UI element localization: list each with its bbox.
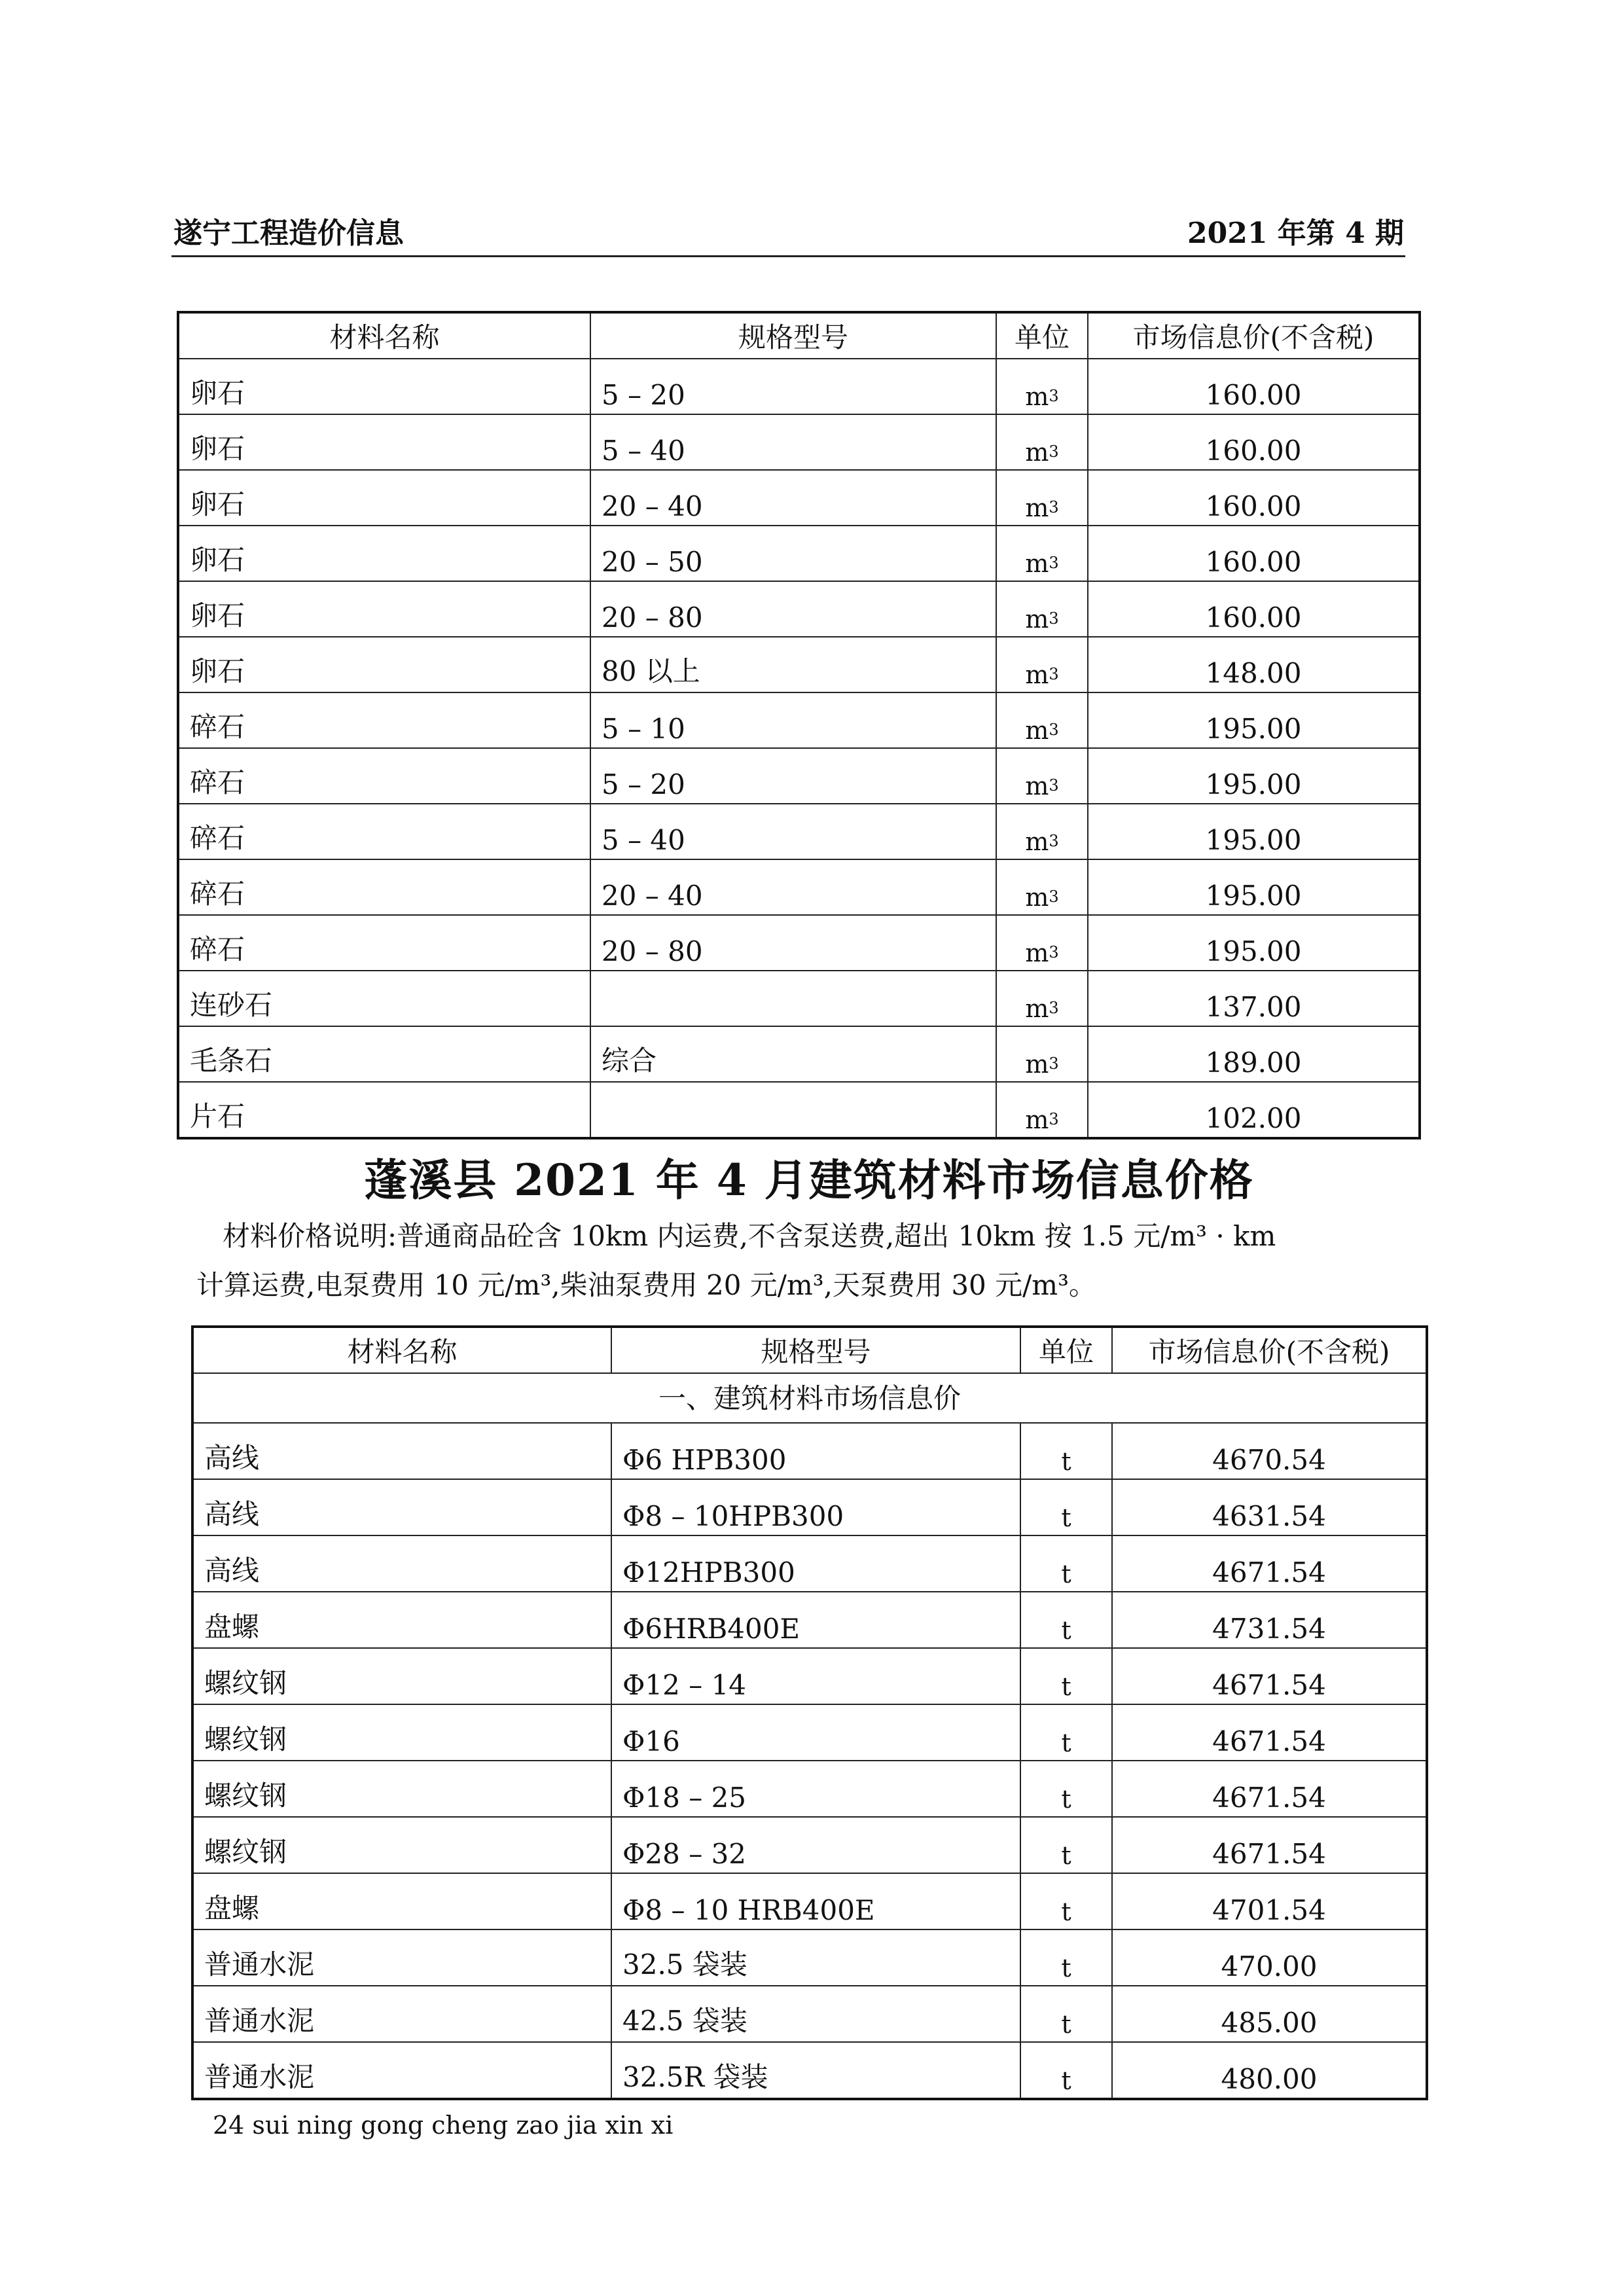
cell-price (1112, 1648, 1427, 1704)
cell-price (1112, 1423, 1427, 1479)
cell-spec (611, 1704, 1020, 1761)
section-label: 一、建筑材料市场信息价 (192, 1373, 1427, 1423)
issue-number: 2021 年第 4 期 (1187, 217, 1404, 250)
cell-price (1112, 1704, 1427, 1761)
table-row (192, 1535, 1427, 1592)
cell-name-text: 螺纹钢 (204, 1667, 287, 1699)
table-row (178, 859, 1420, 915)
cell-unit (1020, 1986, 1112, 2042)
cell-price-text: 189.00 (1205, 1047, 1302, 1079)
cell-name-text: 连砂石 (190, 989, 273, 1021)
cell-price-text: 4731.54 (1212, 1613, 1326, 1645)
cell-spec-text: 80 以上 (602, 655, 700, 687)
cell-name-text: 普通水泥 (204, 2005, 315, 2037)
cell-name (178, 414, 590, 470)
cell-price-text: 160.00 (1205, 490, 1302, 522)
cell-unit-text: m (1025, 827, 1049, 856)
cell-spec (590, 859, 996, 915)
cell-spec (590, 359, 996, 414)
price-note-line-1: 材料价格说明:普通商品砼含 10km 内运费,不含泵送费,超出 10km 按 1.5 元/m³ · km (223, 1220, 1276, 1252)
table-row (192, 1423, 1427, 1479)
cell-name (192, 1648, 611, 1704)
column-header-price: 市场信息价(不含税) (1088, 312, 1420, 359)
cell-name-text: 螺纹钢 (204, 1723, 287, 1755)
table-row (192, 1648, 1427, 1704)
column-header-spec: 规格型号 (590, 312, 996, 359)
cell-price-text: 4671.54 (1212, 1838, 1326, 1870)
cell-price (1112, 1986, 1427, 2042)
cell-spec-text: Φ8 – 10 HRB400E (622, 1894, 875, 1926)
page-footer: 24 sui ning gong cheng zao jia xin xi (213, 2111, 674, 2140)
cell-spec (590, 526, 996, 581)
cell-price-text: 195.00 (1205, 768, 1302, 800)
cell-unit (1020, 1592, 1112, 1648)
cell-name-text: 高线 (204, 1498, 260, 1530)
cell-unit (996, 470, 1088, 526)
cell-unit-text: m (1025, 493, 1049, 522)
column-header-name: 材料名称 (178, 312, 590, 359)
table-row (178, 1026, 1420, 1082)
cell-name (192, 1535, 611, 1592)
cell-price-text: 160.00 (1205, 601, 1302, 634)
cell-name (192, 1817, 611, 1873)
cell-name (192, 2042, 611, 2099)
cell-price-text: 4671.54 (1212, 1782, 1326, 1814)
cell-name (192, 1479, 611, 1535)
cubic-exponent: 3 (1049, 888, 1059, 906)
cell-unit-text: m (1025, 1050, 1049, 1079)
cell-spec-text: Φ12 – 14 (622, 1669, 747, 1701)
cell-name-text: 盘螺 (204, 1892, 260, 1924)
cell-name-text: 片石 (190, 1100, 245, 1132)
table-row (192, 1817, 1427, 1873)
cell-price-text: 4671.54 (1212, 1556, 1326, 1588)
cell-spec-text: 综合 (602, 1045, 657, 1077)
cell-price (1088, 637, 1420, 692)
cell-name (178, 1026, 590, 1082)
cell-spec-text: 5 – 40 (602, 824, 685, 856)
table-row (178, 804, 1420, 859)
cell-name (178, 971, 590, 1026)
cell-name (192, 1761, 611, 1817)
cell-price-text: 160.00 (1205, 435, 1302, 467)
cell-name (192, 1986, 611, 2042)
table-row (192, 1986, 1427, 2042)
cell-price (1088, 748, 1420, 804)
cubic-exponent: 3 (1049, 442, 1059, 461)
table-row (178, 692, 1420, 748)
table-row (178, 637, 1420, 692)
cell-spec-text: Φ16 (622, 1725, 680, 1757)
cell-unit-text: m (1025, 549, 1049, 578)
cell-unit (996, 581, 1088, 637)
cell-spec (611, 1648, 1020, 1704)
cell-price (1112, 1592, 1427, 1648)
cell-spec (590, 1026, 996, 1082)
cell-spec (611, 1873, 1020, 1929)
cell-name (178, 804, 590, 859)
cell-price-text: 4631.54 (1212, 1500, 1326, 1532)
cell-unit (996, 637, 1088, 692)
cell-unit-text: t (1061, 1954, 1071, 1982)
price-note-line-2: 计算运费,电泵费用 10 元/m³,柴油泵费用 20 元/m³,天泵费用 30 元/m³。 (196, 1269, 1096, 1301)
cell-price (1112, 1761, 1427, 1817)
cubic-exponent: 3 (1049, 1054, 1059, 1073)
section-title: 蓬溪县 2021 年 4 月建筑材料市场信息价格 (364, 1155, 1254, 1206)
table-row (192, 1704, 1427, 1761)
cell-spec-text: 20 – 50 (602, 546, 703, 578)
cell-unit (1020, 2042, 1112, 2099)
cell-price (1088, 915, 1420, 971)
cell-name-text: 螺纹钢 (204, 1836, 287, 1868)
cell-unit (996, 748, 1088, 804)
cell-unit-text: t (1061, 1672, 1071, 1701)
cell-price (1112, 1873, 1427, 1929)
cell-price (1112, 1535, 1427, 1592)
cell-unit-text: t (1061, 2010, 1071, 2039)
table-header-row (178, 312, 1420, 359)
table-row (192, 1873, 1427, 1929)
cell-unit (1020, 1873, 1112, 1929)
cell-name-text: 普通水泥 (204, 1948, 315, 1981)
cell-unit (996, 526, 1088, 581)
cell-unit (1020, 1761, 1112, 1817)
table-row (178, 581, 1420, 637)
cell-price (1088, 692, 1420, 748)
cell-name (192, 1929, 611, 1986)
cell-spec (590, 804, 996, 859)
cell-unit-text: t (1061, 1447, 1071, 1476)
cell-name-text: 碎石 (190, 822, 245, 854)
cell-price-text: 485.00 (1221, 2007, 1318, 2039)
cell-price (1088, 1082, 1420, 1138)
cell-price (1088, 470, 1420, 526)
cell-price-text: 4701.54 (1212, 1894, 1326, 1926)
cell-unit-text: m (1025, 382, 1049, 411)
cell-unit-text: t (1061, 1560, 1071, 1588)
cell-price (1088, 581, 1420, 637)
cell-unit (1020, 1535, 1112, 1592)
cell-price (1088, 414, 1420, 470)
cell-spec-text: 5 – 10 (602, 713, 685, 745)
cell-name (178, 470, 590, 526)
column-header-unit: 单位 (996, 312, 1088, 359)
table-row (192, 1929, 1427, 1986)
cell-name-text: 卵石 (190, 600, 245, 632)
column-header-unit: 单位 (1020, 1327, 1112, 1373)
table-body (192, 1373, 1427, 2099)
cell-spec-text: 20 – 80 (602, 935, 703, 967)
cell-price-text: 4670.54 (1212, 1444, 1326, 1476)
cell-spec-text: 42.5 袋装 (622, 2005, 747, 2037)
cell-name (192, 1592, 611, 1648)
cell-unit (1020, 1929, 1112, 1986)
cell-unit-text: m (1025, 660, 1049, 689)
cell-spec-text: 5 – 40 (602, 435, 685, 467)
cell-spec (590, 915, 996, 971)
cell-unit (996, 971, 1088, 1026)
cell-price (1112, 1817, 1427, 1873)
cell-name-text: 高线 (204, 1442, 260, 1474)
cell-spec (611, 1479, 1020, 1535)
cubic-exponent: 3 (1049, 943, 1059, 961)
cell-spec-text: Φ12HPB300 (622, 1556, 795, 1588)
cubic-exponent: 3 (1049, 665, 1059, 683)
cell-price (1088, 859, 1420, 915)
cell-unit (1020, 1479, 1112, 1535)
cell-unit (1020, 1648, 1112, 1704)
cell-price-text: 160.00 (1205, 379, 1302, 411)
cell-price (1088, 359, 1420, 414)
cell-name-text: 卵石 (190, 544, 245, 576)
cell-name (178, 526, 590, 581)
cell-unit-text: m (1025, 994, 1049, 1023)
cell-spec-text: Φ6 HPB300 (622, 1444, 787, 1476)
cell-name-text: 高线 (204, 1554, 260, 1587)
cubic-exponent: 3 (1049, 832, 1059, 850)
cell-spec-text: 20 – 40 (602, 490, 703, 522)
table-row (178, 915, 1420, 971)
cell-spec-text: 32.5R 袋装 (622, 2061, 768, 2093)
cell-price (1088, 1026, 1420, 1082)
cell-price-text: 195.00 (1205, 824, 1302, 856)
table-header-row (192, 1327, 1427, 1373)
cell-name (192, 1873, 611, 1929)
cell-name (178, 581, 590, 637)
cell-unit-text: m (1025, 939, 1049, 967)
cell-name-text: 卵石 (190, 488, 245, 520)
cell-name-text: 盘螺 (204, 1611, 260, 1643)
cell-unit (996, 1082, 1088, 1138)
cell-name-text: 碎石 (190, 878, 245, 910)
cell-spec (590, 971, 996, 1026)
cell-spec (611, 1535, 1020, 1592)
page-header (173, 209, 1404, 249)
cubic-exponent: 3 (1049, 1110, 1059, 1128)
cell-spec (590, 581, 996, 637)
cell-unit (1020, 1704, 1112, 1761)
cell-name-text: 螺纹钢 (204, 1780, 287, 1812)
cell-spec (611, 1817, 1020, 1873)
cell-spec (590, 637, 996, 692)
cell-unit-text: t (1061, 1785, 1071, 1814)
cell-spec (611, 2042, 1020, 2099)
cell-unit-text: t (1061, 1729, 1071, 1757)
cell-spec-text: 5 – 20 (602, 379, 685, 411)
header-rule (171, 255, 1405, 257)
cell-unit (996, 915, 1088, 971)
cell-name-text: 碎石 (190, 711, 245, 743)
cell-unit-text: t (1061, 2066, 1071, 2095)
cell-unit (996, 804, 1088, 859)
table-row (192, 1592, 1427, 1648)
column-header-spec: 规格型号 (611, 1327, 1020, 1373)
table-body (178, 359, 1420, 1138)
cell-price (1112, 1479, 1427, 1535)
cell-price (1088, 526, 1420, 581)
cell-name (178, 859, 590, 915)
cell-unit (996, 859, 1088, 915)
table-row (178, 526, 1420, 581)
cell-price-text: 148.00 (1205, 657, 1302, 689)
cell-name-text: 普通水泥 (204, 2061, 315, 2093)
cell-unit-text: m (1025, 1105, 1049, 1134)
table-row (178, 359, 1420, 414)
cubic-exponent: 3 (1049, 609, 1059, 628)
cell-price (1088, 971, 1420, 1026)
cubic-exponent: 3 (1049, 999, 1059, 1017)
cell-unit (996, 414, 1088, 470)
cell-spec-text: 20 – 80 (602, 601, 703, 634)
column-header-price: 市场信息价(不含税) (1112, 1327, 1427, 1373)
table-row (178, 748, 1420, 804)
cell-spec-text: 20 – 40 (602, 880, 703, 912)
table-row (192, 1761, 1427, 1817)
cell-unit-text: t (1061, 1503, 1071, 1532)
table-row (178, 1082, 1420, 1138)
cell-price-text: 195.00 (1205, 713, 1302, 745)
cell-price-text: 480.00 (1221, 2063, 1318, 2095)
cell-unit-text: m (1025, 605, 1049, 634)
cell-spec-text: Φ18 – 25 (622, 1782, 747, 1814)
cell-spec (611, 1761, 1020, 1817)
publication-title: 遂宁工程造价信息 (173, 217, 404, 250)
cell-unit (996, 692, 1088, 748)
price-table-materials (191, 1325, 1428, 2100)
cell-price-text: 137.00 (1205, 991, 1302, 1023)
cell-name (178, 915, 590, 971)
cell-spec-text: Φ6HRB400E (622, 1613, 800, 1645)
cell-name (192, 1704, 611, 1761)
cell-name-text: 卵石 (190, 655, 245, 687)
cell-unit-text: m (1025, 772, 1049, 800)
cell-name (178, 748, 590, 804)
table-row (178, 470, 1420, 526)
cell-unit (996, 359, 1088, 414)
cell-name (178, 1082, 590, 1138)
cell-spec (611, 1592, 1020, 1648)
cubic-exponent: 3 (1049, 776, 1059, 795)
cell-spec (611, 1986, 1020, 2042)
cubic-exponent: 3 (1049, 721, 1059, 739)
column-header-name: 材料名称 (192, 1327, 611, 1373)
cell-name-text: 卵石 (190, 433, 245, 465)
cell-unit-text: m (1025, 438, 1049, 467)
price-table-stone (177, 311, 1421, 1139)
table-row (178, 971, 1420, 1026)
cell-spec-text: 32.5 袋装 (622, 1948, 747, 1981)
cell-price-text: 160.00 (1205, 546, 1302, 578)
cell-unit-text: t (1061, 1841, 1071, 1870)
cell-spec (590, 470, 996, 526)
cubic-exponent: 3 (1049, 554, 1059, 572)
cell-price (1088, 804, 1420, 859)
cell-price-text: 195.00 (1205, 935, 1302, 967)
cell-spec (590, 414, 996, 470)
cell-spec (590, 1082, 996, 1138)
cell-unit-text: t (1061, 1897, 1071, 1926)
cell-price-text: 195.00 (1205, 880, 1302, 912)
table-row (192, 1479, 1427, 1535)
cell-unit (1020, 1423, 1112, 1479)
cell-spec-text: Φ28 – 32 (622, 1838, 747, 1870)
cell-unit (996, 1026, 1088, 1082)
cell-name-text: 碎石 (190, 766, 245, 798)
cell-price (1112, 2042, 1427, 2099)
cell-name (178, 637, 590, 692)
cell-price (1112, 1929, 1427, 1986)
cell-name-text: 碎石 (190, 933, 245, 965)
cell-unit-text: t (1061, 1616, 1071, 1645)
cell-spec-text: Φ8 – 10HPB300 (622, 1500, 844, 1532)
cubic-exponent: 3 (1049, 387, 1059, 405)
cell-name (192, 1423, 611, 1479)
cell-name-text: 卵石 (190, 377, 245, 409)
cell-unit-text: m (1025, 716, 1049, 745)
cell-spec-text: 5 – 20 (602, 768, 685, 800)
cell-price-text: 470.00 (1221, 1950, 1318, 1982)
cell-name (178, 359, 590, 414)
table-row (178, 414, 1420, 470)
cell-unit (1020, 1817, 1112, 1873)
table-row (192, 2042, 1427, 2099)
cell-price-text: 4671.54 (1212, 1725, 1326, 1757)
cell-unit-text: m (1025, 883, 1049, 912)
cell-spec (590, 748, 996, 804)
cell-price-text: 4671.54 (1212, 1669, 1326, 1701)
section-row (192, 1373, 1427, 1423)
cell-spec (611, 1929, 1020, 1986)
cubic-exponent: 3 (1049, 498, 1059, 516)
cell-spec (611, 1423, 1020, 1479)
cell-name (178, 692, 590, 748)
cell-price-text: 102.00 (1205, 1102, 1302, 1134)
cell-name-text: 毛条石 (190, 1045, 273, 1077)
cell-spec (590, 692, 996, 748)
